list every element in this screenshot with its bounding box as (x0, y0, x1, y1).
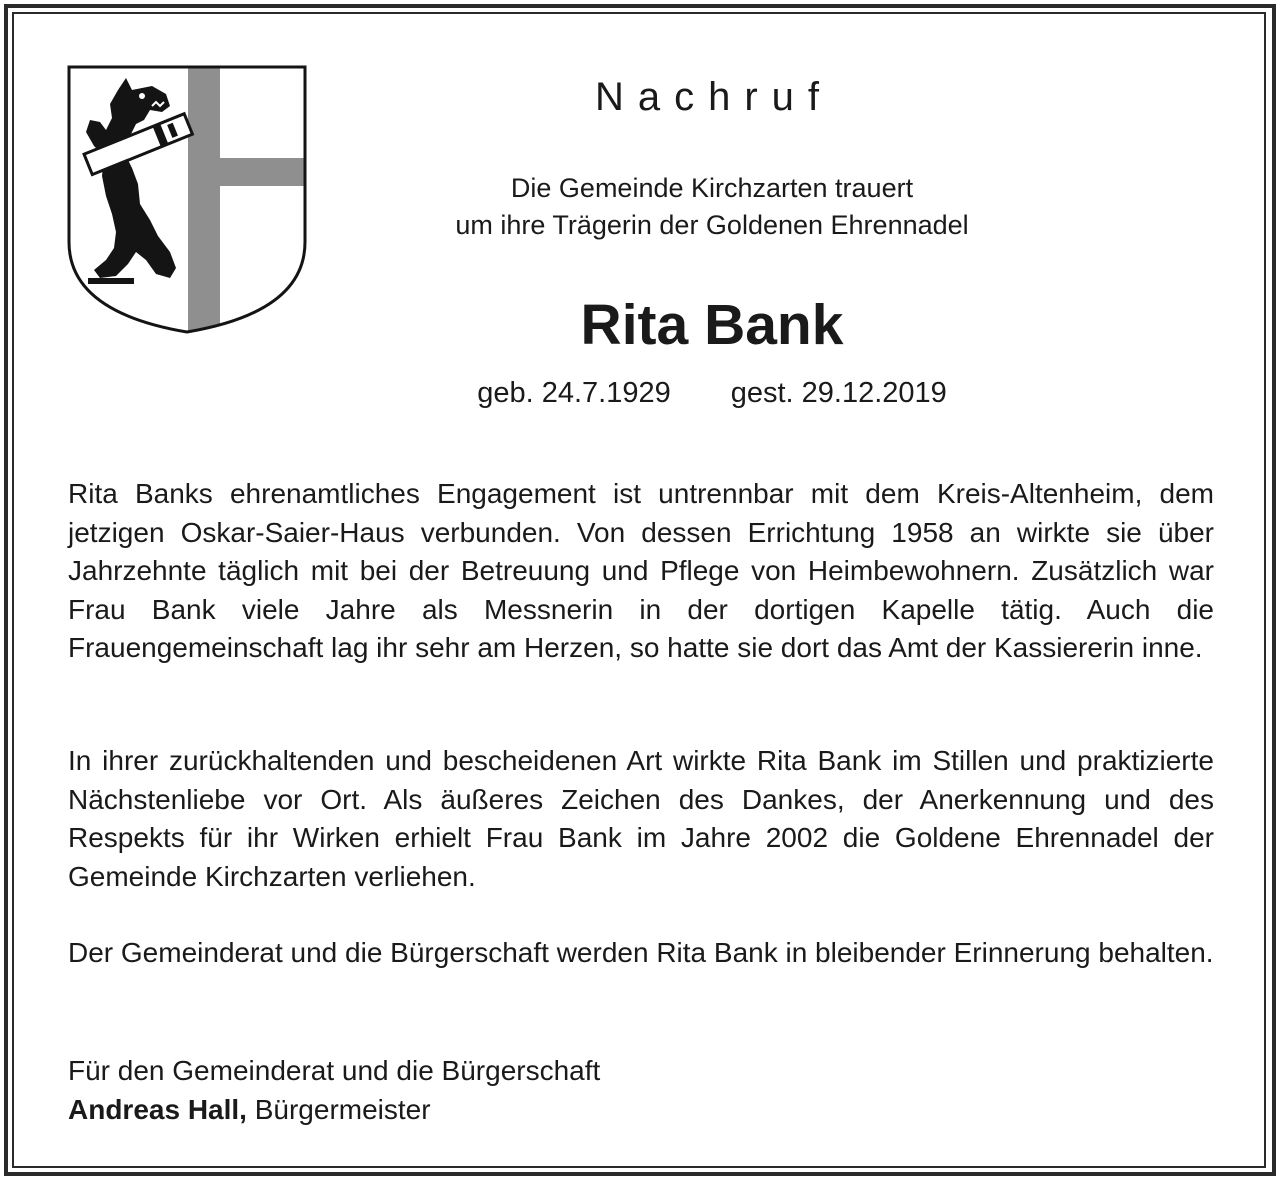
paragraph-engagement: Rita Banks ehrenamtliches Engagement ist untrennbar mit dem Kreis-Altenheim, dem jetzigen Oskar-Saier-Haus verbunden. Von dessen Errichtung 1958 an wirkte sie über Jahrzehnte täglich mit bei der Betreuung und Pflege von Heimbewohnern. Zusätzlich war Frau Bank viele Jahre als Messnerin in der dortigen Kapelle tätig. Auch die Frauengemeinschaft lag ihr sehr am Herzen, so hatte sie dort das Amt der Kassiererin inne. (68, 478, 1214, 664)
signature-line: Für den Gemeinderat und die Bürgerschaft (68, 1055, 601, 1086)
death-date: gest. 29.12.2019 (730, 377, 947, 409)
intro-text (380, 170, 1044, 244)
life-dates (380, 374, 1044, 412)
deceased-name: Rita Bank (580, 293, 844, 357)
signatory (68, 1091, 1214, 1130)
intro-line-2: um ihre Trägerin der Goldenen Ehrennadel (455, 210, 969, 240)
coat-of-arms-icon (66, 64, 308, 334)
signatory-role: Bürgermeister (254, 1093, 431, 1125)
signature-block (68, 1052, 1214, 1129)
intro-line-1: Die Gemeinde Kirchzarten trauert (510, 173, 914, 203)
page-title: Nachruf (594, 75, 834, 119)
paragraph-recognition: In ihrer zurückhaltenden und bescheidenen Art wirkte Rita Bank im Stillen und praktizierte Nächstenliebe vor Ort. Als äußeres Zeichen des Dankes, der Anerkennung und des Respekts für ihr Wirken erhielt Frau Bank im Jahre 2002 die Goldene Ehrennadel der Gemeinde Kirchzarten verliehen. (68, 745, 1214, 892)
birth-date: geb. 24.7.1929 (477, 377, 671, 409)
paragraph-remembrance: Der Gemeinderat und die Bürgerschaft werden Rita Bank in bleibender Erinnerung behalten. (68, 937, 1214, 968)
signatory-name: Andreas Hall, (68, 1093, 247, 1125)
